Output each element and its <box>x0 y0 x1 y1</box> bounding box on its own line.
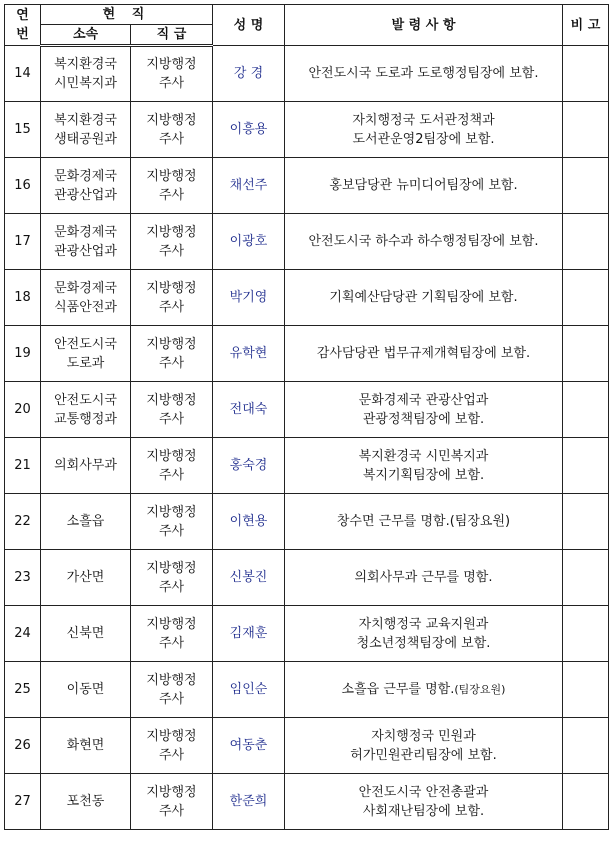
row-number: 17 <box>5 214 41 270</box>
department-cell <box>41 158 131 214</box>
employee-name: 이흥용 <box>213 102 285 158</box>
header-no <box>5 5 41 46</box>
employee-name: 이광호 <box>213 214 285 270</box>
order-line <box>285 64 562 83</box>
row-number: 23 <box>5 550 41 606</box>
row-number: 22 <box>5 494 41 550</box>
order-line <box>285 288 562 307</box>
row-number: 18 <box>5 270 41 326</box>
employee-name: 홍숙경 <box>213 438 285 494</box>
order-text: 창수면 근무를 명함.(팀장요원) <box>336 514 511 529</box>
order-line <box>285 634 562 653</box>
department-cell <box>41 438 131 494</box>
order-line <box>285 680 562 699</box>
rank-line: 주사 <box>158 467 185 483</box>
header-remarks: 비 고 <box>563 5 609 46</box>
department-line: 복지환경국 <box>54 57 117 72</box>
order-text: 기획예산담당관 기획팀장에 보함. <box>329 290 518 305</box>
order-cell <box>285 550 563 606</box>
order-line <box>285 344 562 363</box>
rank-line: 주사 <box>158 243 185 259</box>
employee-name: 한준희 <box>213 774 285 830</box>
header-no-label-2: 번 <box>16 27 29 42</box>
remarks-cell <box>563 606 609 662</box>
department-line: 가산면 <box>66 570 105 585</box>
table-row <box>5 662 609 718</box>
rank-line: 지방행정 <box>146 448 197 464</box>
rank-line: 주사 <box>158 131 185 147</box>
order-cell <box>285 214 563 270</box>
department-cell <box>41 102 131 158</box>
order-cell <box>285 662 563 718</box>
order-line <box>285 727 562 746</box>
department-line: 화현면 <box>66 738 105 753</box>
employee-name: 박기영 <box>213 270 285 326</box>
row-number: 24 <box>5 606 41 662</box>
employee-name: 전대숙 <box>213 382 285 438</box>
department-line: 의회사무과 <box>54 458 117 473</box>
rank-line: 지방행정 <box>146 224 197 240</box>
department-line: 안전도시국 <box>54 336 117 352</box>
table-row <box>5 382 609 438</box>
department-line: 소흘읍 <box>66 514 105 529</box>
department-cell <box>41 718 131 774</box>
table-row <box>5 214 609 270</box>
table-row <box>5 46 609 102</box>
table-row <box>5 550 609 606</box>
table-row <box>5 102 609 158</box>
rank-line: 주사 <box>158 691 185 707</box>
rank-line: 주사 <box>158 76 185 91</box>
order-text: 감사담당관 법무규제개혁팀장에 보함. <box>316 346 531 361</box>
remarks-cell <box>563 46 609 102</box>
order-text: 문화경제국 관광산업과 <box>358 392 489 408</box>
department-line: 관광산업과 <box>54 243 117 259</box>
rank-cell <box>131 270 213 326</box>
rank-line: 주사 <box>158 579 185 595</box>
employee-name: 강 경 <box>213 46 285 102</box>
order-text: 자치행정국 민원과 <box>371 728 476 744</box>
department-line: 시민복지과 <box>54 76 117 91</box>
row-number: 15 <box>5 102 41 158</box>
order-line <box>285 512 562 531</box>
order-line <box>285 568 562 587</box>
department-cell <box>41 382 131 438</box>
employee-name: 신봉진 <box>213 550 285 606</box>
department-line: 도로과 <box>66 355 105 371</box>
employee-name: 유학현 <box>213 326 285 382</box>
rank-line: 지방행정 <box>146 392 197 408</box>
remarks-cell <box>563 438 609 494</box>
order-cell <box>285 606 563 662</box>
remarks-cell <box>563 158 609 214</box>
rank-cell <box>131 494 213 550</box>
order-text: 복지환경국 시민복지과 <box>358 448 489 464</box>
order-text: 안전도시국 안전총괄과 <box>358 784 489 800</box>
department-cell <box>41 606 131 662</box>
table-body <box>5 46 609 830</box>
order-text: 안전도시국 하수과 하수행정팀장에 보함. <box>308 234 539 249</box>
order-note-small: (팀장요원) <box>454 683 506 696</box>
order-line <box>285 176 562 195</box>
order-text: 안전도시국 도로과 도로행정팀장에 보함. <box>308 66 539 81</box>
remarks-cell <box>563 214 609 270</box>
rank-cell <box>131 662 213 718</box>
department-line: 복지환경국 <box>54 112 117 128</box>
rank-line: 지방행정 <box>146 336 197 352</box>
remarks-cell <box>563 550 609 606</box>
rank-line: 지방행정 <box>146 728 197 744</box>
rank-line: 지방행정 <box>146 280 197 296</box>
order-text: 청소년정책팀장에 보함. <box>356 635 491 651</box>
header-order: 발 령 사 항 <box>285 5 563 46</box>
header-current-position: 현 직 <box>41 5 213 25</box>
department-line: 신북면 <box>66 626 105 641</box>
order-line <box>285 410 562 429</box>
department-line: 문화경제국 <box>54 168 117 184</box>
table-row <box>5 326 609 382</box>
row-number: 20 <box>5 382 41 438</box>
department-cell <box>41 46 131 102</box>
employee-name: 김재훈 <box>213 606 285 662</box>
order-text: 홍보담당관 뉴미디어팀장에 보함. <box>329 178 518 193</box>
order-cell <box>285 158 563 214</box>
rank-cell <box>131 774 213 830</box>
department-cell <box>41 662 131 718</box>
header-no-label-1: 연 <box>16 8 29 23</box>
order-cell <box>285 438 563 494</box>
order-line <box>285 111 562 130</box>
employee-name: 여동춘 <box>213 718 285 774</box>
rank-line: 지방행정 <box>146 672 197 688</box>
department-line: 교통행정과 <box>54 411 117 427</box>
department-cell <box>41 774 131 830</box>
rank-cell <box>131 606 213 662</box>
order-text: 복지기획팀장에 보함. <box>362 467 485 483</box>
order-cell <box>285 270 563 326</box>
table-row <box>5 774 609 830</box>
rank-line: 지방행정 <box>146 616 197 632</box>
rank-cell <box>131 438 213 494</box>
order-text: 도서관운영2팀장에 보함. <box>352 131 495 147</box>
header-dept: 소속 <box>41 25 131 46</box>
remarks-cell <box>563 718 609 774</box>
department-line: 식품안전과 <box>54 299 117 315</box>
rank-cell <box>131 102 213 158</box>
row-number: 16 <box>5 158 41 214</box>
rank-cell <box>131 214 213 270</box>
rank-line: 지방행정 <box>146 57 197 72</box>
row-number: 19 <box>5 326 41 382</box>
department-cell <box>41 326 131 382</box>
rank-line: 주사 <box>158 803 185 819</box>
order-text: 허가민원관리팀장에 보함. <box>350 747 497 763</box>
table-row <box>5 158 609 214</box>
personnel-order-table <box>4 4 609 830</box>
header-name: 성 명 <box>213 5 285 46</box>
remarks-cell <box>563 494 609 550</box>
order-cell <box>285 46 563 102</box>
employee-name: 채선주 <box>213 158 285 214</box>
rank-line: 지방행정 <box>146 504 197 520</box>
rank-cell <box>131 718 213 774</box>
department-cell <box>41 270 131 326</box>
rank-line: 지방행정 <box>146 560 197 576</box>
order-line <box>285 130 562 149</box>
department-cell <box>41 494 131 550</box>
department-line: 안전도시국 <box>54 392 117 408</box>
order-text: 의회사무과 근무를 명함. <box>354 570 493 585</box>
order-cell <box>285 382 563 438</box>
rank-line: 주사 <box>158 635 185 651</box>
order-text: 소흘읍 근무를 명함. <box>341 682 455 697</box>
order-text: 자치행정국 도서관정책과 <box>352 112 495 128</box>
rank-line: 지방행정 <box>146 112 197 128</box>
rank-line: 지방행정 <box>146 784 197 800</box>
remarks-cell <box>563 774 609 830</box>
header-rank: 직 급 <box>131 25 213 46</box>
row-number: 21 <box>5 438 41 494</box>
row-number: 25 <box>5 662 41 718</box>
department-line: 문화경제국 <box>54 224 117 240</box>
rank-cell <box>131 326 213 382</box>
order-line <box>285 232 562 251</box>
rank-line: 주사 <box>158 411 185 427</box>
rank-line: 주사 <box>158 299 185 315</box>
rank-cell <box>131 550 213 606</box>
department-cell <box>41 550 131 606</box>
remarks-cell <box>563 326 609 382</box>
rank-cell <box>131 46 213 102</box>
department-line: 이동면 <box>66 682 105 697</box>
order-text: 자치행정국 교육지원과 <box>358 616 489 632</box>
department-line: 관광산업과 <box>54 187 117 203</box>
order-line <box>285 466 562 485</box>
order-cell <box>285 494 563 550</box>
table-row <box>5 438 609 494</box>
order-cell <box>285 102 563 158</box>
rank-cell <box>131 382 213 438</box>
department-cell <box>41 214 131 270</box>
table-row <box>5 494 609 550</box>
order-line <box>285 615 562 634</box>
rank-line: 주사 <box>158 187 185 203</box>
row-number: 14 <box>5 46 41 102</box>
order-line <box>285 447 562 466</box>
rank-line: 주사 <box>158 747 185 763</box>
order-text: 사회재난팀장에 보함. <box>362 803 485 819</box>
rank-line: 주사 <box>158 523 185 539</box>
row-number: 26 <box>5 718 41 774</box>
order-cell <box>285 718 563 774</box>
table-row <box>5 718 609 774</box>
employee-name: 이현용 <box>213 494 285 550</box>
department-line: 포천동 <box>66 794 105 809</box>
remarks-cell <box>563 382 609 438</box>
order-line <box>285 746 562 765</box>
order-line <box>285 802 562 821</box>
remarks-cell <box>563 662 609 718</box>
table-row <box>5 270 609 326</box>
order-line <box>285 783 562 802</box>
employee-name: 임인순 <box>213 662 285 718</box>
rank-line: 주사 <box>158 355 185 371</box>
order-cell <box>285 774 563 830</box>
order-line <box>285 391 562 410</box>
department-line: 문화경제국 <box>54 280 117 296</box>
row-number: 27 <box>5 774 41 830</box>
order-text: 관광정책팀장에 보함. <box>362 411 485 427</box>
order-cell <box>285 326 563 382</box>
remarks-cell <box>563 102 609 158</box>
rank-cell <box>131 158 213 214</box>
table-row <box>5 606 609 662</box>
remarks-cell <box>563 270 609 326</box>
department-line: 생태공원과 <box>54 131 117 147</box>
rank-line: 지방행정 <box>146 168 197 184</box>
